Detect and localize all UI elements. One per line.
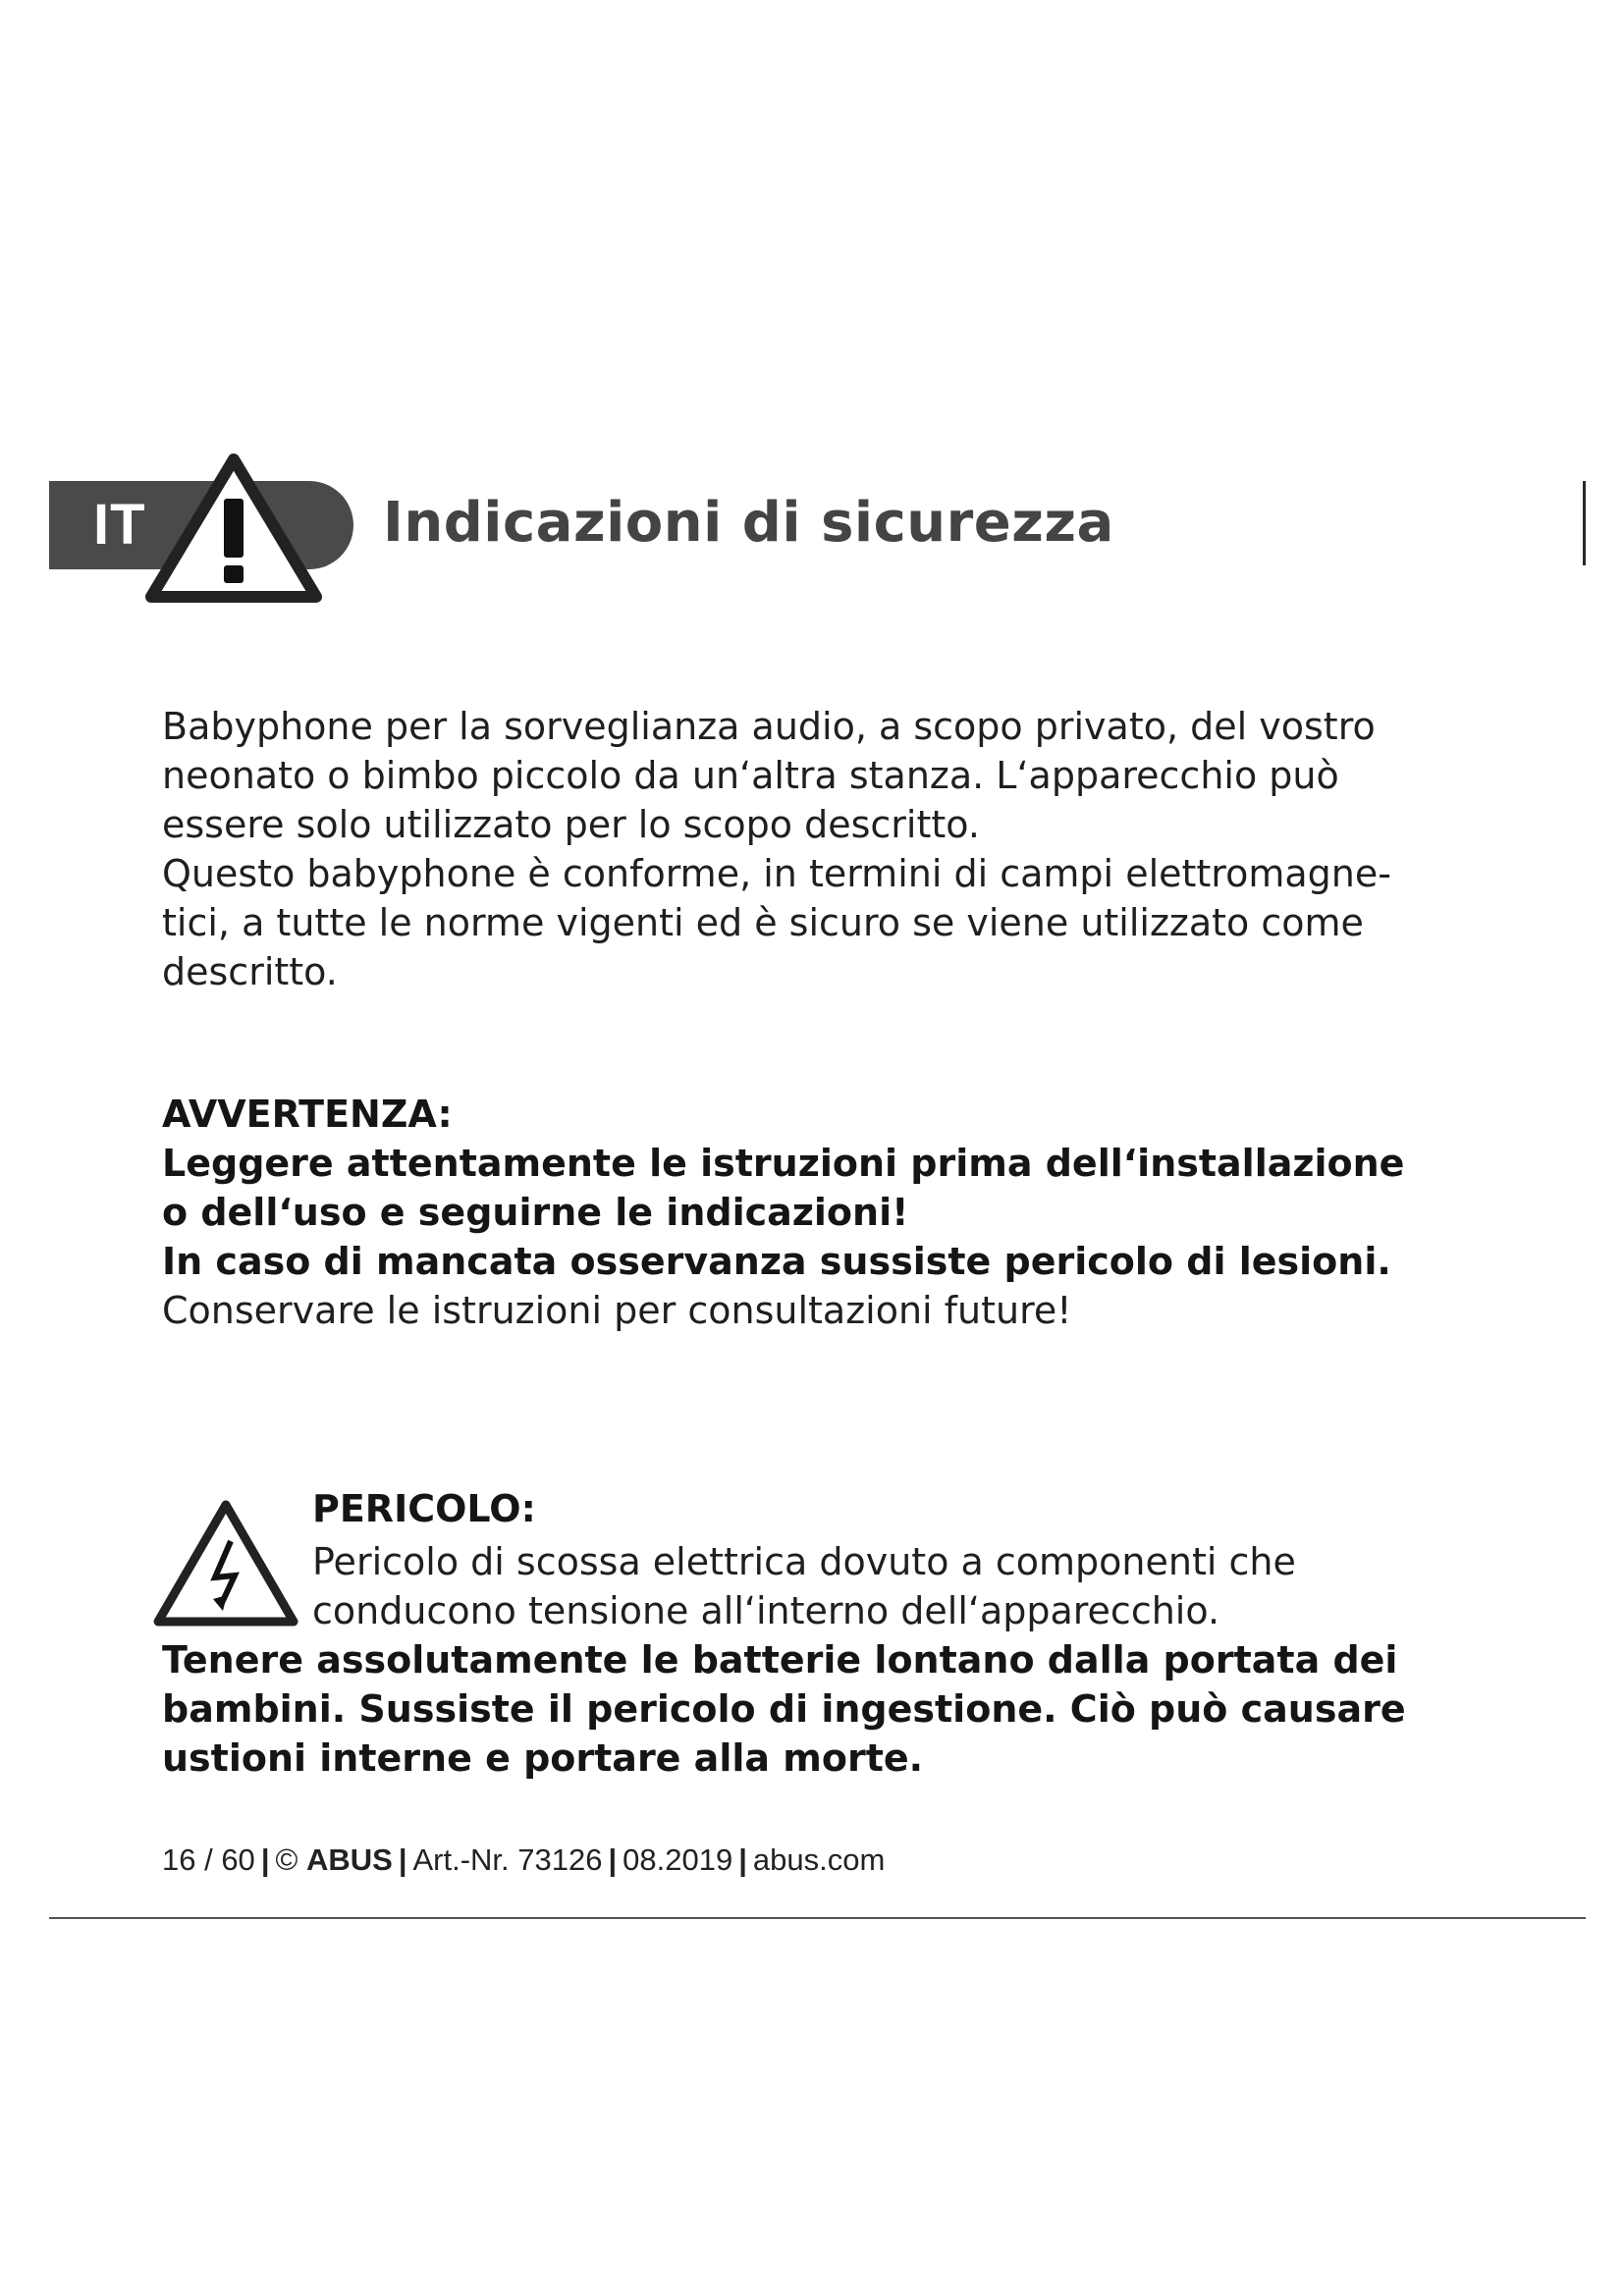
website-link[interactable]: abus.com (752, 1842, 886, 1877)
footer-rule (49, 1917, 1586, 1919)
page-title: Indicazioni di sicurezza (383, 491, 1114, 555)
intro-line: descritto. (162, 950, 338, 993)
page-number: 16 / 60 (162, 1842, 255, 1877)
intro-line: Babyphone per la sorveglianza audio, a scopo privato, del vostro (162, 705, 1376, 748)
warning-heading: AVVERTENZA: (162, 1093, 453, 1136)
intro-paragraph (162, 702, 1497, 996)
intro-line: tici, a tutte le norme vigenti ed è sicuro se viene utilizzato come (162, 901, 1364, 944)
margin-rule (1583, 481, 1586, 565)
battery-warning-line: ustioni interne e portare alla morte. (162, 1736, 924, 1780)
intro-line: essere solo utilizzato per lo scopo descritto. (162, 803, 980, 846)
footer-separator: | (260, 1842, 270, 1877)
warning-line: o dell‘uso e seguirne le indicazioni! (162, 1191, 909, 1234)
language-code: IT (93, 493, 146, 557)
copyright-symbol: © (275, 1842, 298, 1877)
warning-line: Leggere attentamente le istruzioni prima dell‘installazione (162, 1142, 1405, 1185)
danger-line: conducono tensione all‘interno dell‘apparecchio. (312, 1589, 1220, 1632)
warning-note: Conservare le istruzioni per consultazioni future! (162, 1289, 1072, 1332)
warning-block (162, 1090, 1497, 1335)
intro-line: neonato o bimbo piccolo da un‘altra stanza. L‘apparecchio può (162, 754, 1339, 797)
electric-shock-warning-icon (152, 1497, 299, 1629)
intro-line: Questo babyphone è conforme, in termini di campi elettromagne- (162, 852, 1391, 895)
battery-warning-line: bambini. Sussiste il pericolo di ingestione. Ciò può causare (162, 1687, 1406, 1731)
article-number: Art.-Nr. 73126 (412, 1842, 603, 1877)
edition-date: 08.2019 (623, 1842, 733, 1877)
danger-line: Pericolo di scossa elettrica dovuto a componenti che (312, 1540, 1296, 1583)
footer-separator: | (608, 1842, 618, 1877)
footer-separator: | (398, 1842, 407, 1877)
warning-line: In caso di mancata osservanza sussiste pericolo di lesioni. (162, 1240, 1391, 1283)
battery-warning-line: Tenere assolutamente le batterie lontano dalla portata dei (162, 1638, 1398, 1682)
footer-separator: | (738, 1842, 747, 1877)
danger-heading: PERICOLO: (312, 1487, 536, 1530)
brand-name: ABUS (305, 1842, 393, 1877)
page-footer (162, 1841, 885, 1880)
battery-warning (162, 1635, 1497, 1783)
warning-triangle-icon (145, 452, 322, 604)
danger-text (312, 1537, 1490, 1635)
